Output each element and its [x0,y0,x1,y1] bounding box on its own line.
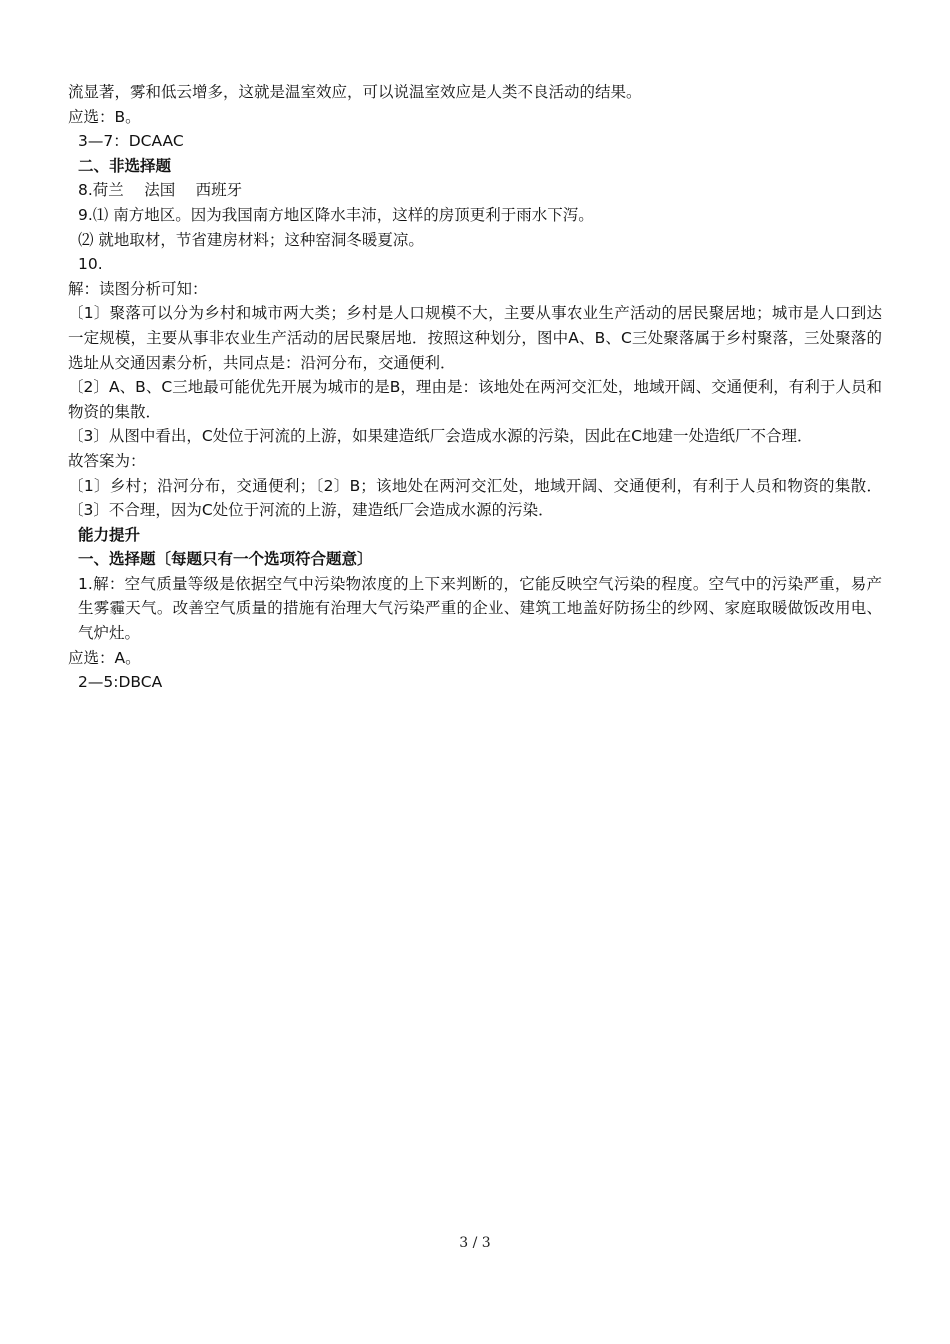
paragraph: 〔3〕从图中看出，C处位于河流的上游，如果建造纸厂会造成水源的污染，因此在C地建一处造纸厂不合理． [68,427,813,446]
paragraph: 〔2〕A、B、C三地最可能优先开展为城市的是B，理由是：该地处在两河交汇处，地域开阔、交通便利，有利于人员和物资的集散． [68,378,882,421]
paragraph: 应选：A。 [68,648,141,667]
paragraph: 10. [78,255,103,274]
paragraph: 1.解：空气质量等级是依据空气中污染物浓度的上下来判断的，它能反映空气污染的程度。空气中的污染严重，易产生雾霾天气。改善空气质量的措施有治理大气污染严重的企业、建筑工地盖好防扬尘的纱网、家庭取暖做饭改用电、气炉灶。 [78,574,882,643]
page-number: 3 / 3 [459,1235,491,1251]
paragraph: 2—5:DBCA [78,673,163,692]
paragraph: 流显著，雾和低云增多，这就是温室效应，可以说温室效应是人类不良活动的结果。 [68,83,642,101]
paragraph: 故答案为： [68,451,146,470]
paragraph: 应选：B。 [68,107,141,126]
paragraph: 〔1〕乡村；沿河分布，交通便利；〔2〕B；该地处在两河交汇处，地域开阔、交通便利，有利于人员和物资的集散．〔3〕不合理，因为C处位于河流的上游，建造纸厂会造成水源的污染． [68,476,882,520]
section-heading: 一、选择题〔每题只有一个选项符合题意〕 [78,550,373,569]
section-heading: 二、非选择题 [78,156,172,175]
paragraph: 8.荷兰 法国 西班牙 [78,181,243,200]
paragraph: 9.⑴ 南方地区。因为我国南方地区降水丰沛，这样的房顶更利于雨水下泻。 [78,205,594,224]
paragraph: 3—7：DCAAC [78,132,184,151]
paragraph: ⑵ 就地取材，节省建房材料；这种窑洞冬暖夏凉。 [78,230,424,249]
paragraph: 解：读图分析可知： [68,279,208,298]
answer-content [68,80,882,695]
section-heading: 能力提升 [78,525,141,544]
paragraph: 〔1〕聚落可以分为乡村和城市两大类；乡村是人口规模不大，主要从事农业生产活动的居民聚居地；城市是人口到达一定规模，主要从事非农业生产活动的居民聚居地．按照这种划分，图中A、B、C三处聚落属于乡村聚落，三处聚落的选址从交通因素分析，共同点是：沿河分布，交通便利． [68,304,882,372]
